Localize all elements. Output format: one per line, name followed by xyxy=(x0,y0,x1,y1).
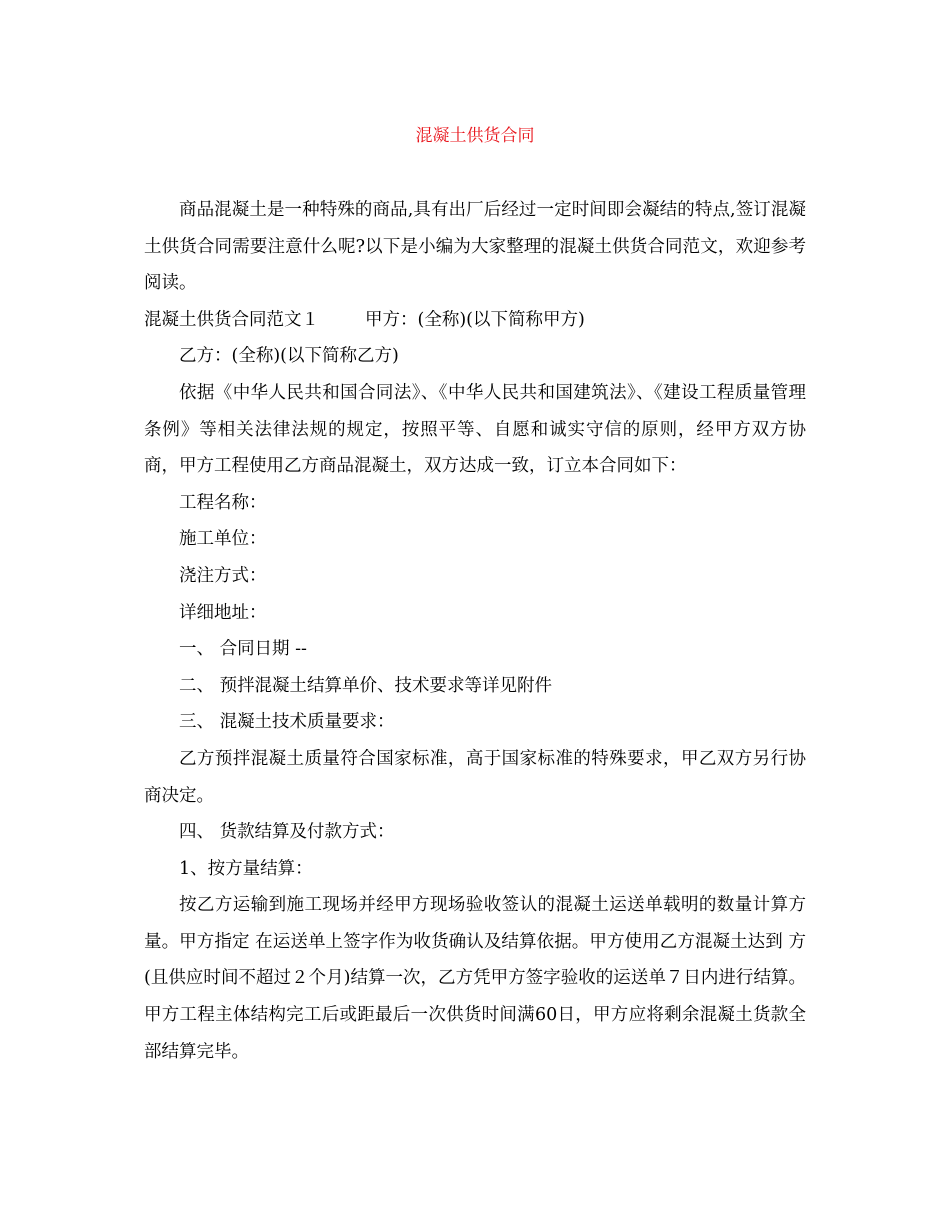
clause-3-text: 乙方预拌混凝土质量符合国家标准，高于国家标准的特殊要求，甲乙双方另行协商决定。 xyxy=(144,748,806,806)
field-address: 详细地址： xyxy=(179,602,267,623)
party-a-line: 甲方：(全称)(以下简称甲方) xyxy=(365,309,585,330)
field-project-name: 工程名称： xyxy=(179,492,267,513)
field-construction-unit: 施工单位： xyxy=(179,529,267,550)
party-b-line: 乙方：(全称)(以下简称乙方) xyxy=(179,346,399,367)
document-title: 混凝土供货合同 xyxy=(415,126,535,146)
sample-heading-row xyxy=(144,302,806,339)
intro-paragraph: 商品混凝土是一种特殊的商品,具有出厂后经过一定时间即会凝结的特点,签订混凝土供货合同需要注意什么呢?以下是小编为大家整理的混凝土供货合同范文，欢迎参考阅读。 xyxy=(144,200,806,294)
clause-1-heading: 一、 合同日期 -- xyxy=(179,639,307,660)
clause-4-1-heading: 1、按方量结算： xyxy=(179,858,313,879)
clause-2-heading: 二、 预拌混凝土结算单价、技术要求等详见附件 xyxy=(179,675,553,696)
sample-heading: 混凝土供货合同范文１ xyxy=(144,309,319,330)
clause-4-1-text: 按乙方运输到施工现场并经甲方现场验收签认的混凝土运送单载明的数量计算方量。甲方指定 在运送单上签字作为收货确认及结算依据。甲方使用乙方混凝土达到 方(且供应时间不超过２个月)结算一次，乙方凭甲方签字验收的运送单７日内进行结算。甲方工程主体结构完工后或距最后一次供货时间满60日，甲方应将剩余混凝土货款全部结算完毕。 xyxy=(144,895,806,1062)
field-pouring-method: 浇注方式： xyxy=(179,565,267,586)
document-body xyxy=(144,192,806,1070)
preamble-paragraph: 依据《中华人民共和国合同法》、《中华人民共和国建筑法》、《建设工程质量管理条例》等相关法律法规的规定，按照平等、自愿和诚实守信的原则，经甲方双方协商，甲方工程使用乙方商品混凝土，双方达成一致，订立本合同如下： xyxy=(144,382,806,477)
clause-4-heading: 四、 货款结算及付款方式： xyxy=(179,822,395,843)
clause-3-heading: 三、 混凝土技术质量要求： xyxy=(179,712,395,733)
